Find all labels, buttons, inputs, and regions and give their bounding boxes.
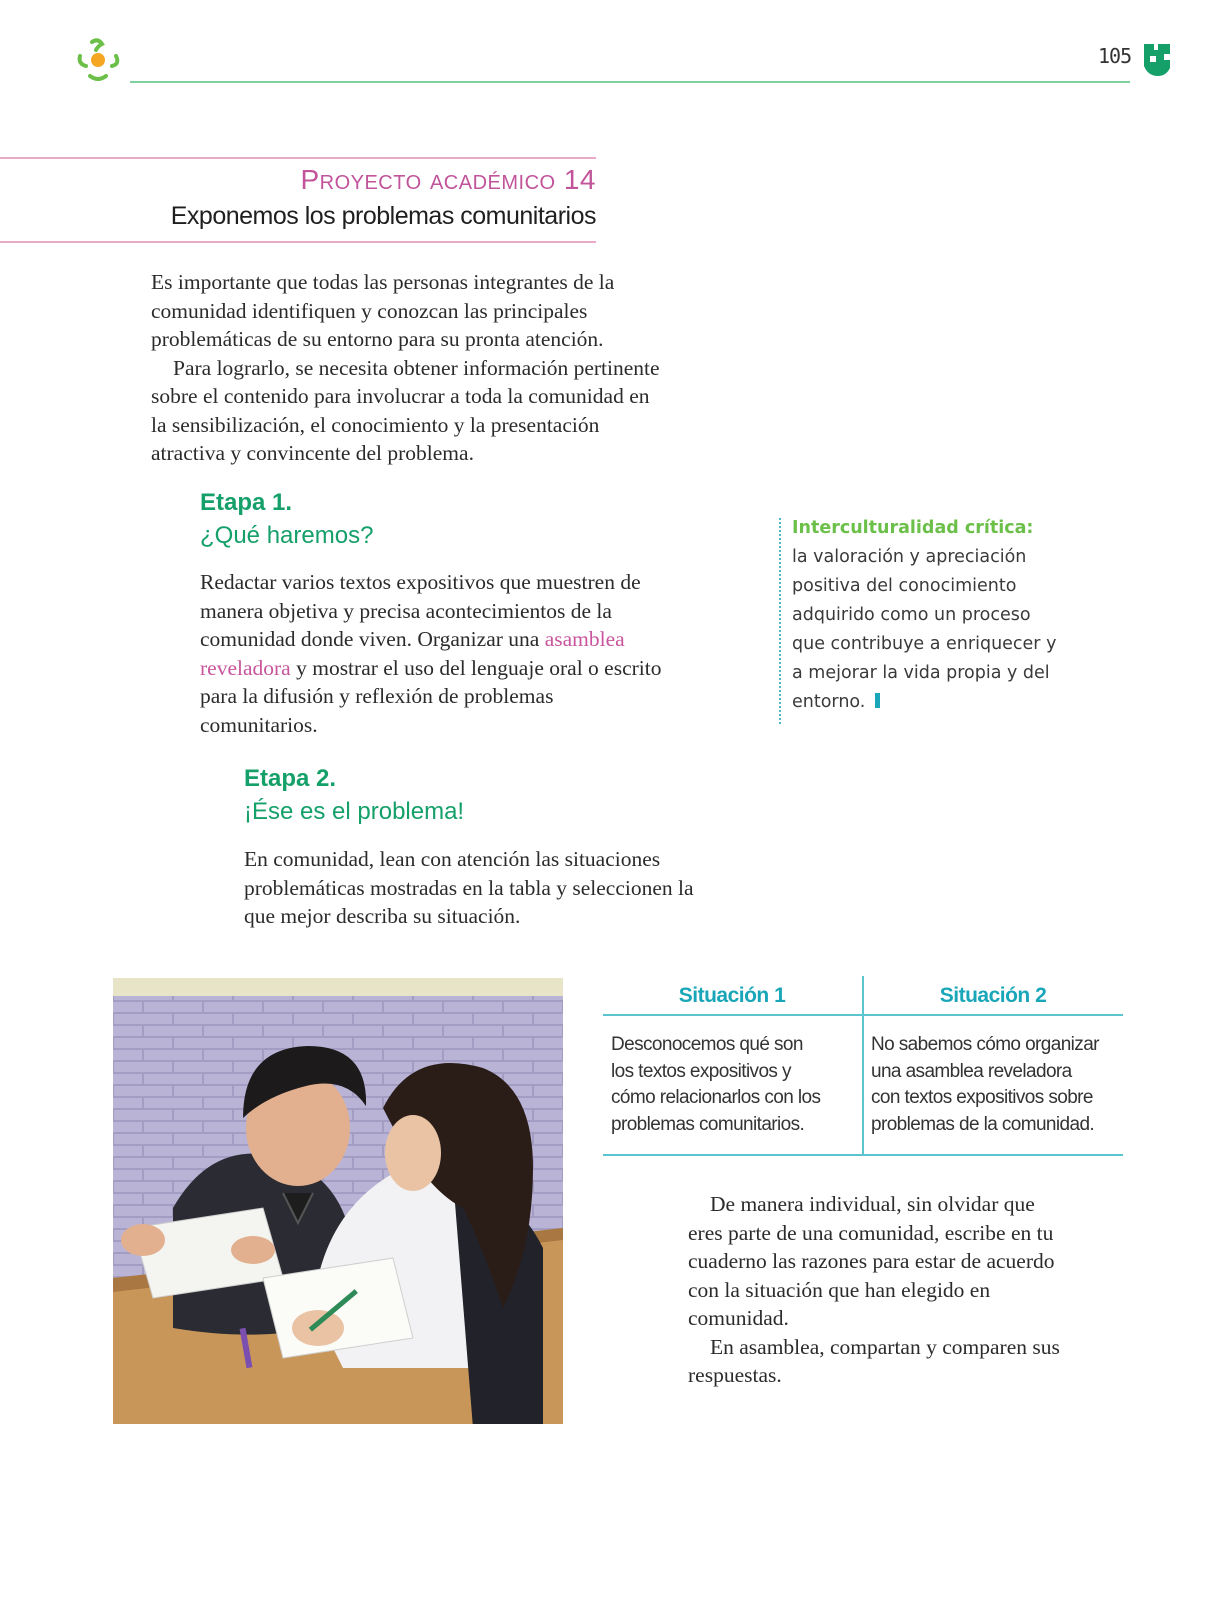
- cell-2-line: No sabemos cómo organizar: [871, 1034, 1099, 1055]
- table-column-divider: [862, 976, 864, 1156]
- closing-text: [688, 1190, 1068, 1390]
- stage2-text: En comunidad, lean con atención las situaciones problemáticas mostradas en la tabla y seleccionen la que mejor describa su situación.: [244, 847, 694, 928]
- asamblea-reveladora-link[interactable]: asamblea reveladora: [200, 627, 625, 680]
- stage2-question: ¡Ése es el problema!: [244, 798, 465, 825]
- cell-1-line: problemas comunitarios.: [611, 1113, 805, 1135]
- cell-2-line: problemas de la comunidad.: [871, 1113, 1095, 1135]
- table-header-situation-1: Situación 1: [678, 984, 786, 1007]
- stage2-label: Etapa 2.: [244, 765, 337, 792]
- table-header-situation-2: Situación 2: [939, 984, 1047, 1007]
- stage1-question: ¿Qué haremos?: [200, 522, 374, 549]
- cell-1-line: cómo relacionarlos con los: [611, 1087, 821, 1108]
- table-cell-situation-2: [871, 1032, 1099, 1138]
- side-note-body: la valoración y apreciación positiva del conocimiento adquirido como un proceso que contribuye a enriquecer y a mejorar la vida propia y del entorno.: [792, 547, 1057, 712]
- cell-2-line: una asamblea reveladora: [871, 1060, 1072, 1082]
- side-note: [792, 514, 1062, 717]
- intro-paragraph-1: Es importante que todas las personas integrantes de la comunidad identifiquen y conozcan las principales problemáticas de su entorno para su pronta atención.: [151, 270, 615, 351]
- intro-paragraph-2: Para lograrlo, se necesita obtener información pertinente sobre el contenido para involucrar a toda la comunidad en la sensibilización, el conocimiento y la presentación atractiva y convincente del problema.: [151, 355, 660, 465]
- cell-2-line: con textos expositivos sobre: [871, 1087, 1093, 1108]
- situations-table: [603, 976, 1123, 1156]
- table-footer-rule: [603, 1154, 1123, 1156]
- table-cell-situation-1: [611, 1032, 820, 1138]
- header-rule: [130, 81, 1130, 83]
- note-end-marker: [875, 693, 880, 708]
- flower-logo-icon: [72, 34, 124, 86]
- page-number: 105: [1098, 44, 1132, 68]
- stage1-label: Etapa 1.: [200, 489, 293, 516]
- green-glyph-icon: [1140, 38, 1176, 78]
- students-photo: [113, 978, 563, 1424]
- project-title: Proyecto académico 14: [300, 164, 596, 195]
- stage1-text-before: Redactar varios textos expositivos que muestren de manera objetiva y precisa acontecimientos de la comunidad donde viven. Organizar una: [200, 570, 641, 651]
- side-note-border: [779, 518, 781, 724]
- closing-paragraph-1: De manera individual, sin olvidar que eres parte de una comunidad, escribe en tu cuaderno las razones para estar de acuerdo con la situación que han elegido en comunidad.: [688, 1192, 1055, 1330]
- cell-1-line: los textos expositivos y: [611, 1060, 791, 1082]
- cell-1-line: Desconocemos qué son: [611, 1034, 803, 1055]
- stage1-text: [200, 568, 670, 739]
- stage2-heading: [244, 762, 464, 828]
- closing-paragraph-2: En asamblea, compartan y comparen sus respuestas.: [688, 1334, 1060, 1387]
- stage1-heading: [200, 486, 373, 552]
- intro-text: [151, 268, 661, 468]
- project-subtitle: Exponemos los problemas comunitarios: [170, 202, 596, 230]
- title-rule-top: [0, 157, 596, 159]
- title-rule-bottom: [0, 241, 596, 243]
- stage1-text-after: y mostrar el uso del lenguaje oral o escrito para la difusión y reflexión de problemas comunitarios.: [200, 655, 662, 737]
- side-note-title: Interculturalidad crítica:: [792, 518, 1034, 538]
